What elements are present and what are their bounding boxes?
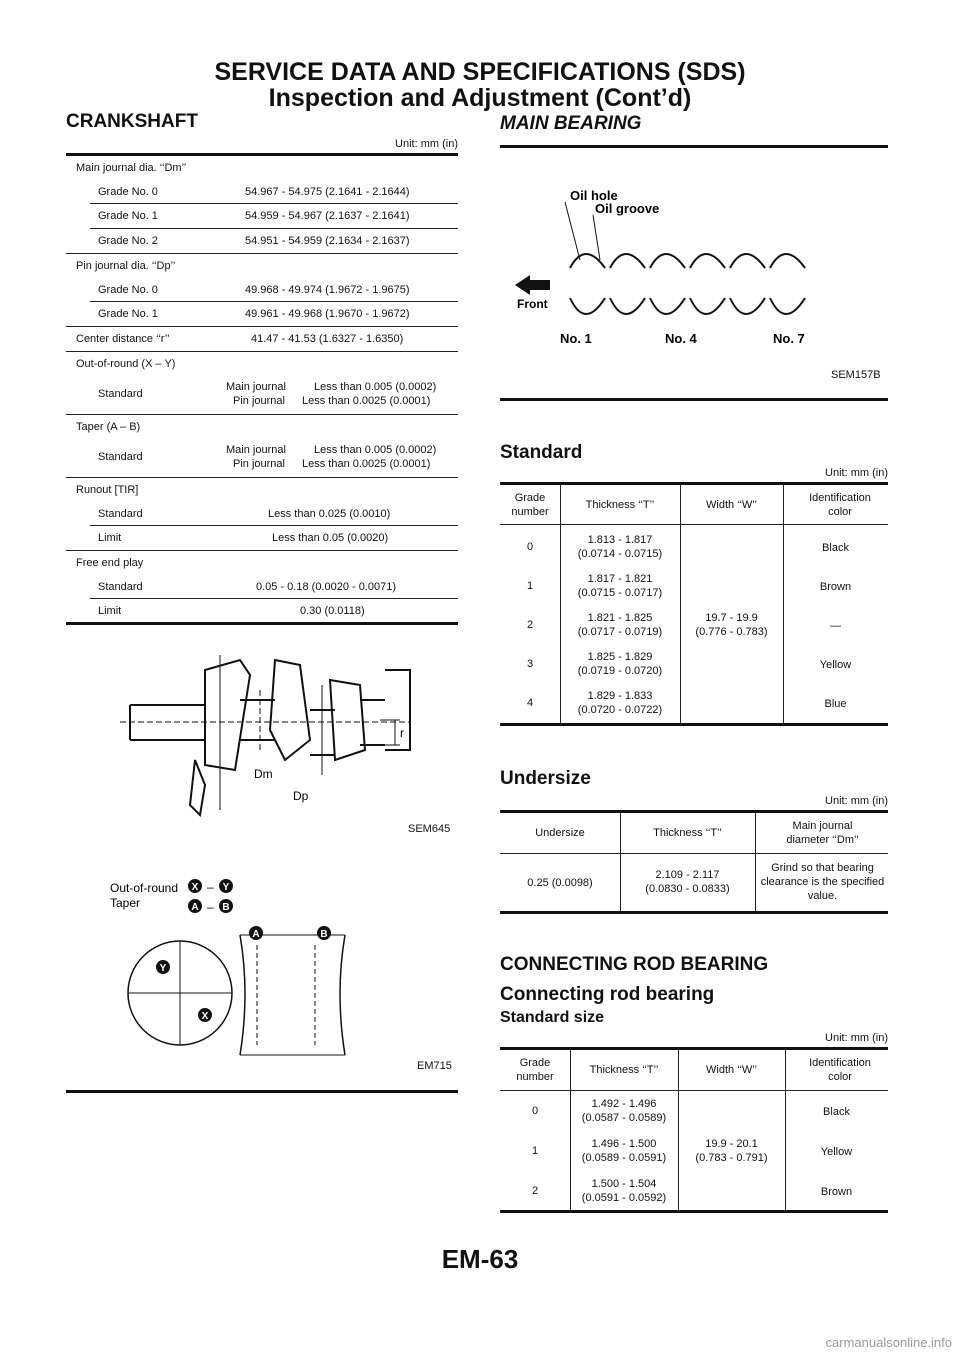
us-header-thickness: Thickness ‘‘T’’: [653, 827, 722, 839]
mj-value-1: 54.959 - 54.967 (2.1637 - 2.1641): [245, 210, 410, 222]
conrod-unit: Unit: mm (in): [825, 1032, 888, 1044]
taper-main-value: Less than 0.005 (0.0002): [314, 444, 437, 456]
cr-thickness-1: 1.496 - 1.500: [591, 1138, 657, 1150]
center-distance-value: 41.47 - 41.53 (1.6327 - 1.6350): [251, 333, 404, 345]
std-thickness-4: 1.829 - 1.833: [587, 690, 653, 702]
std-thickness-in-3: (0.0719 - 0.0720): [577, 665, 663, 677]
fig2-caption: EM715: [417, 1060, 452, 1072]
row-rule: [90, 203, 458, 204]
table-top-rule: [66, 153, 458, 156]
end-play-limit-label: Limit: [98, 605, 122, 617]
std-grade-3: 3: [526, 658, 534, 670]
cr-color-1: Yellow: [820, 1146, 853, 1158]
oor-standard-label: Standard: [98, 388, 143, 400]
cyl-a-label: A: [252, 929, 260, 940]
col-divider: [783, 484, 784, 724]
col-divider: [755, 812, 756, 912]
std-header-color: Identification color: [809, 492, 871, 518]
minus-sign: –: [207, 880, 214, 894]
pin-journal-label: Pin journal dia. ‘‘Dp’’: [76, 260, 176, 272]
front-arrow-icon: [515, 275, 550, 295]
runout-limit-value: Less than 0.05 (0.0020): [272, 532, 389, 544]
cr-header-color: Identification color: [809, 1057, 871, 1083]
cr-color-2: Brown: [820, 1186, 853, 1198]
taper-fig-label: Taper: [110, 896, 141, 910]
header-title: SERVICE DATA AND SPECIFICATIONS (SDS): [214, 58, 746, 86]
cr-grade-1: 1: [531, 1145, 539, 1157]
end-play-limit-value: 0.30 (0.0118): [300, 605, 365, 617]
row-rule: [90, 525, 458, 526]
undersize-top-rule: [500, 810, 888, 813]
oor-main-value: Less than 0.005 (0.0002): [314, 381, 437, 393]
row-rule: [90, 598, 458, 599]
us-value: 0.25 (0.0098): [527, 877, 593, 889]
marker-b-label: B: [222, 902, 230, 913]
page-number: EM-63: [441, 1244, 519, 1274]
standard-top-rule: [500, 482, 888, 485]
std-color-0: Black: [822, 542, 849, 554]
row-rule: [66, 550, 458, 551]
pj-grade-0: Grade No. 0: [98, 284, 158, 296]
no4-label: No. 4: [665, 331, 697, 346]
fig-label-dp: Dp: [293, 789, 309, 803]
standard-unit: Unit: mm (in): [825, 467, 888, 479]
cr-width: 19.9 - 20.1: [705, 1138, 758, 1150]
runout-standard-value: Less than 0.025 (0.0010): [268, 508, 391, 520]
row-rule: [90, 301, 458, 302]
conrod-top-rule: [500, 1047, 888, 1050]
footer-watermark[interactable]: carmanualsonline.info: [825, 1335, 952, 1350]
header-subtitle: Inspection and Adjustment (Cont’d): [268, 84, 692, 112]
conrod-subsub: Standard size: [500, 1009, 605, 1026]
cr-header-grade: Grade number: [516, 1057, 554, 1083]
end-play-standard-value: 0.05 - 0.18 (0.0020 - 0.0071): [256, 581, 397, 593]
runout-limit-label: Limit: [98, 532, 122, 544]
fig-label-dm: Dm: [254, 767, 273, 781]
std-thickness-in-2: (0.0717 - 0.0719): [577, 626, 663, 638]
std-thickness-2: 1.821 - 1.825: [587, 612, 653, 624]
col-divider: [680, 484, 681, 724]
cr-thickness-0: 1.492 - 1.496: [591, 1098, 657, 1110]
conrod-title: CONNECTING ROD BEARING: [500, 954, 769, 975]
undersize-bottom-rule: [500, 911, 888, 914]
taper-pin-value: Less than 0.0025 (0.0001): [302, 458, 431, 470]
circle-x-label: X: [201, 1011, 209, 1022]
header-rule: [500, 524, 888, 525]
fig-bottom-rule: [500, 398, 888, 401]
std-thickness-in-1: (0.0715 - 0.0717): [577, 587, 663, 599]
cr-thickness-in-2: (0.0591 - 0.0592): [581, 1192, 667, 1204]
main-bearing-fig-caption: SEM157B: [831, 369, 881, 381]
cr-grade-2: 2: [531, 1185, 539, 1197]
no7-label: No. 7: [773, 331, 805, 346]
cr-thickness-in-0: (0.0587 - 0.0589): [581, 1112, 667, 1124]
mj-grade-0: Grade No. 0: [98, 186, 158, 198]
row-rule: [66, 326, 458, 327]
std-thickness-3: 1.825 - 1.829: [587, 651, 653, 663]
std-grade-4: 4: [526, 697, 534, 709]
oor-main-label: Main journal: [226, 381, 286, 393]
undersize-title: Undersize: [500, 768, 591, 789]
taper-pin-label: Pin journal: [233, 458, 285, 470]
std-header-thickness: Thickness ‘‘T’’: [585, 499, 655, 511]
std-width: 19.7 - 19.9: [705, 612, 758, 624]
pj-grade-1: Grade No. 1: [98, 308, 158, 320]
row-rule: [90, 228, 458, 229]
oor-pin-value: Less than 0.0025 (0.0001): [302, 395, 431, 407]
center-distance-label: Center distance ‘‘r’’: [76, 333, 170, 345]
cr-grade-0: 0: [531, 1105, 539, 1117]
row-rule: [66, 253, 458, 254]
minus-sign: –: [207, 900, 214, 914]
left-bottom-rule: [66, 1090, 458, 1093]
taper-standard-label: Standard: [98, 451, 143, 463]
no1-label: No. 1: [560, 331, 592, 346]
pj-value-0: 49.968 - 49.974 (1.9672 - 1.9675): [245, 284, 410, 296]
oil-groove-label: Oil groove: [595, 201, 660, 216]
us-note: Grind so that bearing clearance is the specified value.: [760, 862, 885, 902]
conrod-bottom-rule: [500, 1210, 888, 1213]
main-bearing-rule: [500, 145, 888, 148]
mj-grade-2: Grade No. 2: [98, 235, 158, 247]
circle-y-label: Y: [159, 963, 167, 974]
us-thickness-in: (0.0830 - 0.0833): [645, 883, 730, 895]
std-grade-0: 0: [526, 541, 534, 553]
header-rule: [500, 853, 888, 854]
std-width-in: (0.776 - 0.783): [695, 626, 768, 638]
header-rule: [500, 1090, 888, 1091]
marker-a-label: A: [191, 902, 199, 913]
front-label: Front: [517, 297, 548, 311]
end-play-label: Free end play: [76, 557, 144, 569]
col-divider: [560, 484, 561, 724]
oil-hole-label: Oil hole: [570, 188, 618, 203]
marker-x-label: X: [191, 882, 199, 893]
std-header-width: Width ‘‘W’’: [706, 499, 757, 511]
pj-value-1: 49.961 - 49.968 (1.9670 - 1.9672): [245, 308, 410, 320]
out-of-round-figure: [100, 875, 360, 1080]
runout-standard-label: Standard: [98, 508, 143, 520]
std-grade-2: 2: [526, 619, 534, 631]
fig-label-r: r: [400, 726, 404, 740]
cr-thickness-2: 1.500 - 1.504: [591, 1178, 657, 1190]
std-header-grade: Grade number: [511, 492, 549, 518]
conrod-subtitle: Connecting rod bearing: [500, 984, 715, 1005]
std-thickness-in-4: (0.0720 - 0.0722): [577, 704, 663, 716]
runout-label: Runout [TIR]: [76, 484, 139, 496]
std-color-1: Brown: [819, 581, 852, 593]
mj-value-0: 54.967 - 54.975 (2.1641 - 2.1644): [245, 186, 410, 198]
cyl-b-label: B: [320, 929, 328, 940]
cr-header-width: Width ‘‘W’’: [706, 1064, 757, 1076]
std-color-3: Yellow: [819, 659, 852, 671]
us-header-undersize: Undersize: [535, 827, 585, 839]
undersize-unit: Unit: mm (in): [825, 795, 888, 807]
crankshaft-unit: Unit: mm (in): [395, 138, 458, 150]
std-grade-1: 1: [526, 580, 534, 592]
cr-thickness-in-1: (0.0589 - 0.0591): [581, 1152, 667, 1164]
row-rule: [66, 414, 458, 415]
row-rule: [66, 351, 458, 352]
std-color-4: Blue: [824, 698, 847, 710]
crankshaft-title: CRANKSHAFT: [66, 111, 198, 132]
crankshaft-figure: [110, 640, 420, 830]
std-color-2: —: [830, 620, 841, 632]
std-thickness-1: 1.817 - 1.821: [587, 573, 653, 585]
mj-value-2: 54.951 - 54.959 (2.1634 - 2.1637): [245, 235, 410, 247]
us-thickness: 2.109 - 2.117: [655, 869, 720, 881]
taper-label: Taper (A – B): [76, 421, 141, 433]
oor-pin-label: Pin journal: [233, 395, 285, 407]
cr-width-in: (0.783 - 0.791): [695, 1152, 768, 1164]
end-play-standard-label: Standard: [98, 581, 143, 593]
cr-header-thickness: Thickness ‘‘T’’: [589, 1064, 659, 1076]
table-bottom-rule: [66, 622, 458, 625]
std-thickness-in-0: (0.0714 - 0.0715): [577, 548, 663, 560]
row-rule: [66, 477, 458, 478]
mj-grade-1: Grade No. 1: [98, 210, 158, 222]
cr-color-0: Black: [823, 1106, 850, 1118]
standard-title: Standard: [500, 442, 583, 463]
marker-y-label: Y: [222, 882, 230, 893]
main-bearing-figure: [505, 180, 835, 360]
oor-fig-label: Out-of-round: [110, 881, 179, 895]
main-bearing-title: MAIN BEARING: [500, 113, 642, 134]
main-journal-label: Main journal dia. ‘‘Dm’’: [76, 162, 187, 174]
us-header-dm: Main journal diameter ‘‘Dm’’: [786, 820, 859, 846]
standard-bottom-rule: [500, 723, 888, 726]
out-of-round-label: Out-of-round (X – Y): [76, 358, 176, 370]
taper-main-label: Main journal: [226, 444, 286, 456]
std-thickness-0: 1.813 - 1.817: [587, 534, 653, 546]
fig1-caption: SEM645: [408, 823, 451, 835]
